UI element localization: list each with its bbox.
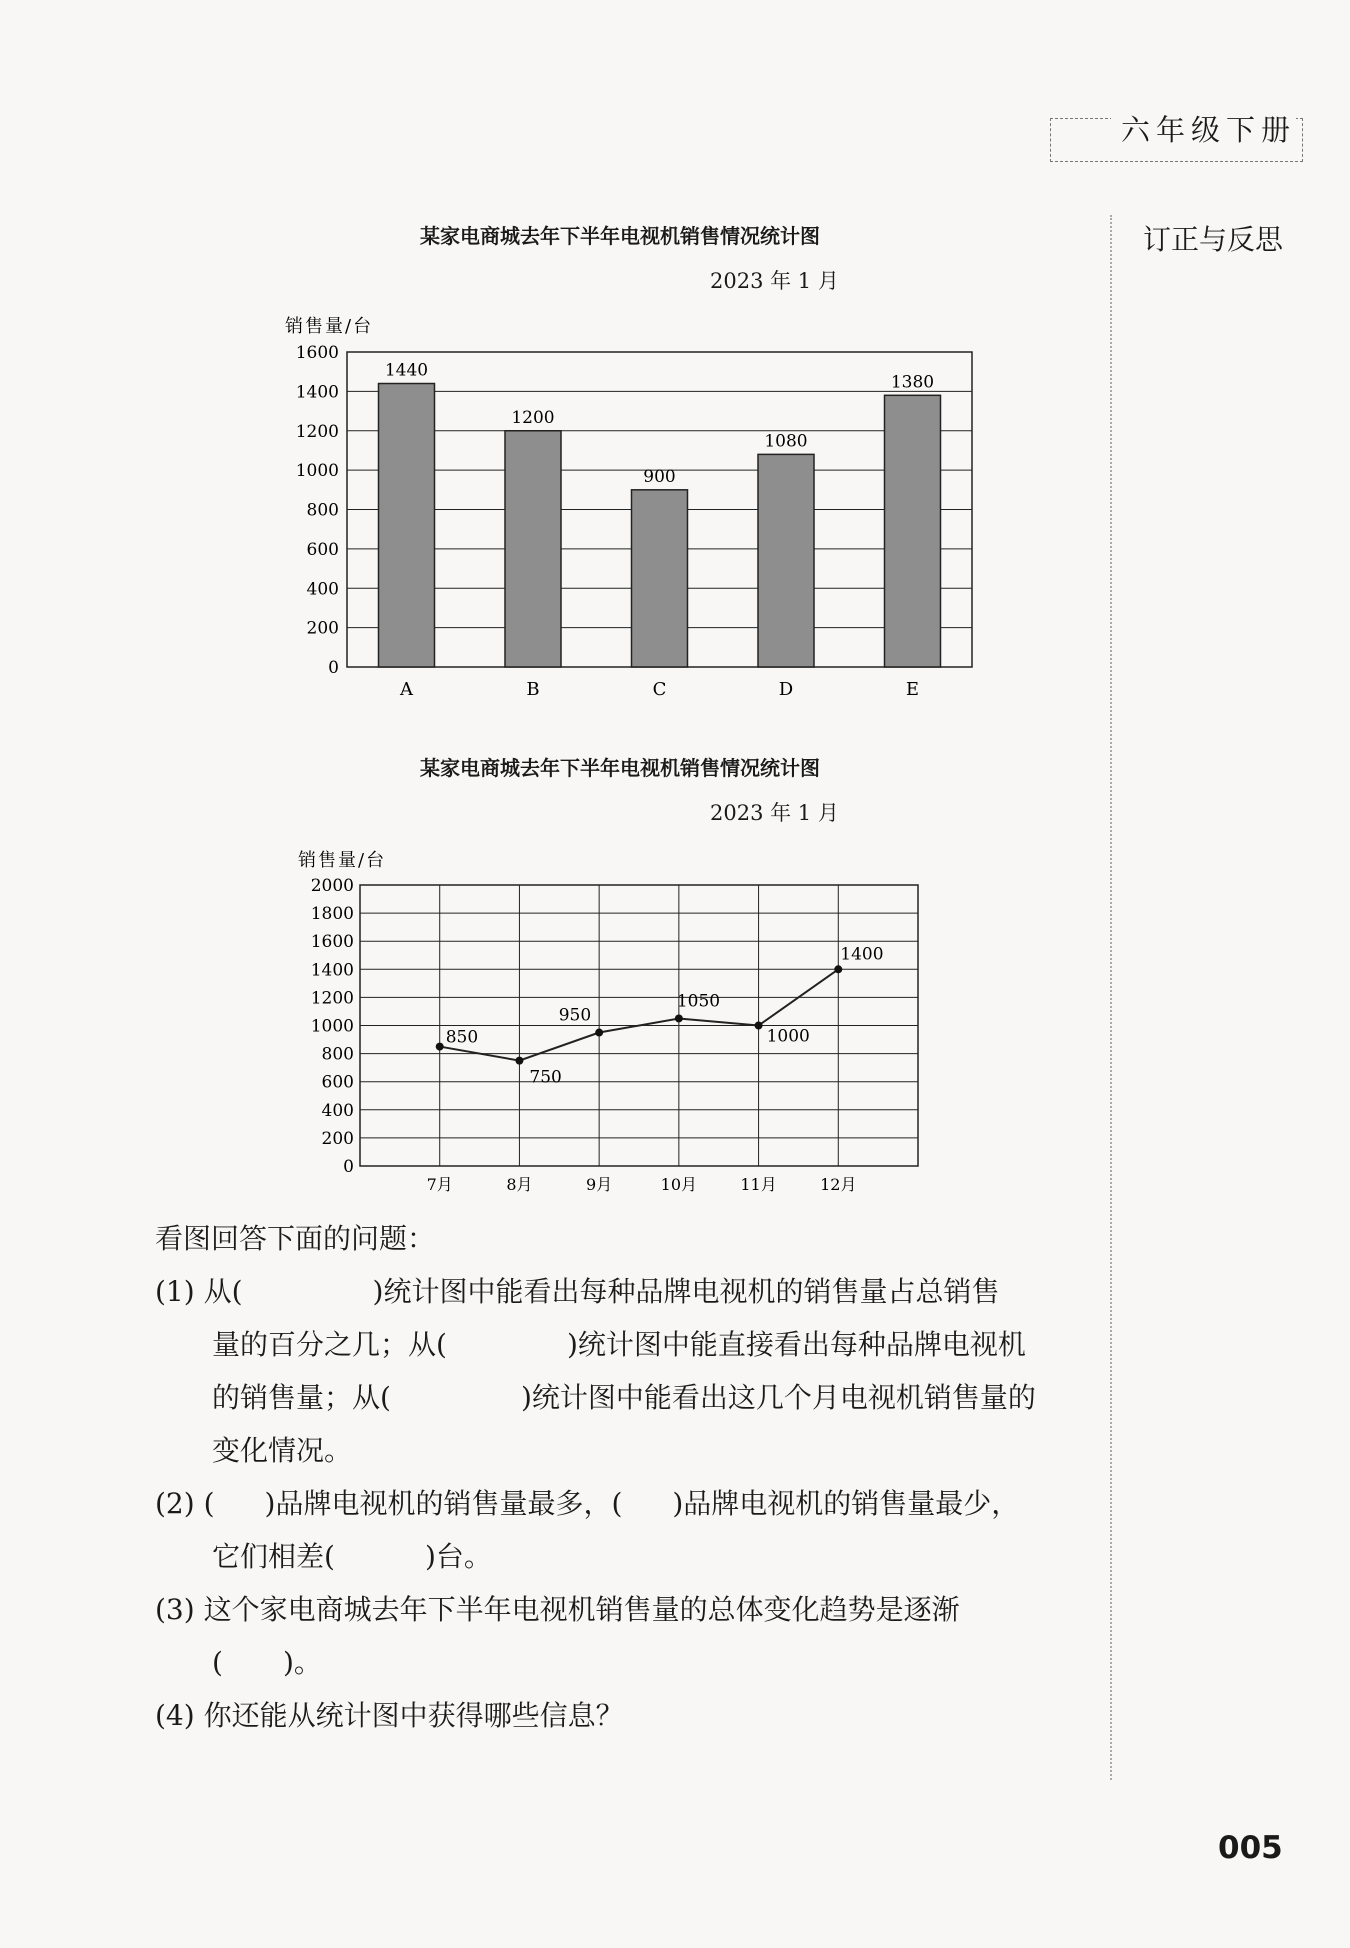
bar-y-tick-label: 1600 [295,343,339,363]
bar-y-tick-label: 1000 [295,461,339,482]
line-y-tick-label: 1800 [310,904,354,925]
bar [632,490,688,667]
question-3-number: (3) [155,1593,195,1626]
line-y-tick-label: 400 [321,1100,354,1121]
bar-y-tick-label: 1400 [295,382,339,403]
bar-x-tick-label: B [526,679,540,700]
questions [155,1212,1090,1742]
bar-value-label: 1380 [890,372,935,393]
question-2-text: 它们相差( [212,1540,335,1573]
line-y-tick-label: 1600 [310,932,354,953]
bar-chart-date: 2023 年 1 月 [710,269,839,293]
question-2-line-2 [155,1530,1090,1583]
line-series [440,969,839,1060]
question-2 [155,1477,1090,1530]
bar-y-tick-label: 0 [328,658,339,678]
bar-y-tick-label: 400 [306,579,339,600]
page-number: 005 [1218,1830,1283,1866]
question-4 [155,1689,1090,1742]
line-y-tick-label: 1400 [310,960,354,981]
line-y-tick-label: 1000 [310,1016,354,1037]
line-y-tick-label: 600 [321,1072,354,1093]
line-chart-date: 2023 年 1 月 [710,801,839,825]
line-x-tick-label: 12月 [820,1175,857,1194]
line-value-label: 1400 [840,944,884,965]
question-3-text: ( [212,1646,223,1679]
bar [758,454,814,667]
line-point [515,1057,523,1065]
question-3 [155,1583,1090,1636]
bar [379,384,435,668]
question-1-line-2 [155,1318,1090,1371]
question-1-number: (1) [155,1275,195,1308]
line-value-label: 1000 [766,1026,810,1047]
grade-label: 六年级下册 [1111,108,1296,149]
line-point [675,1014,683,1022]
question-2-number: (2) [155,1487,195,1520]
line-x-tick-label: 8月 [506,1175,533,1194]
question-2-text: )品牌电视机的销售量最少， [672,1487,1020,1520]
bar-y-tick-label: 200 [306,618,339,639]
line-y-tick-label: 0 [343,1157,354,1177]
question-4-text: 你还能从统计图中获得哪些信息？ [203,1699,624,1732]
line-value-label: 750 [529,1067,562,1088]
line-y-tick-label: 200 [321,1128,354,1149]
question-1 [155,1265,1090,1318]
line-x-tick-label: 10月 [660,1175,698,1194]
question-2-text: )台。 [424,1540,492,1573]
line-value-label: 1050 [676,991,721,1012]
line-x-tick-label: 7月 [426,1175,453,1194]
question-3-text: )。 [282,1646,322,1679]
line-x-tick-label: 11月 [740,1175,777,1194]
question-1-text: 的销售量；从( [212,1381,391,1414]
question-1-text: 量的百分之几；从( [212,1328,447,1361]
question-4-number: (4) [155,1699,195,1732]
bar-x-tick-label: E [905,679,920,700]
question-1-text: )统计图中能看出这几个月电视机销售量的 [520,1381,1036,1414]
sidebar-title: 订正与反思 [1143,223,1284,256]
question-3-line-2 [155,1636,1090,1689]
question-1-text: 从( [203,1275,243,1308]
line-value-label: 950 [558,1005,592,1026]
line-y-axis-label: 销售量/台 [298,850,387,871]
question-1-line-4: 变化情况。 [212,1434,353,1467]
bar-value-label: 1080 [764,431,808,452]
bar-chart-title: 某家电商城去年下半年电视机销售情况统计图 [420,224,820,248]
question-2-text: ( [203,1487,215,1520]
line-point [755,1022,763,1030]
line-point [834,965,842,973]
bar [885,395,941,667]
line-y-tick-label: 2000 [310,876,354,896]
bar-value-label: 1200 [511,407,555,428]
bar-y-tick-label: 800 [306,500,339,521]
line-chart-title: 某家电商城去年下半年电视机销售情况统计图 [420,756,820,780]
question-1-text: )统计图中能直接看出每种品牌电视机 [566,1328,1026,1361]
questions-intro: 看图回答下面的问题： [155,1222,436,1255]
line-value-label: 850 [445,1027,479,1048]
question-1-line-3 [155,1371,1090,1424]
bar-value-label: 900 [643,466,676,487]
bar-y-tick-label: 1200 [295,421,339,442]
bar-x-tick-label: A [400,679,413,700]
question-3-text: 这个家电商城去年下半年电视机销售量的总体变化趋势是逐渐 [203,1593,960,1626]
line-x-tick-label: 9月 [586,1175,613,1194]
bar-value-label: 1440 [384,360,429,381]
bar [505,431,561,667]
line-point [595,1029,603,1037]
bar-y-tick-label: 600 [306,539,339,560]
bar-x-tick-label: C [652,679,667,700]
line-y-tick-label: 1200 [310,988,354,1009]
line-y-tick-label: 800 [321,1044,354,1065]
bar-y-axis-label: 销售量/台 [285,316,374,337]
line-point [436,1043,444,1051]
bar-x-tick-label: D [778,679,794,700]
question-1-text: )统计图中能看出每种品牌电视机的销售量占总销售 [372,1275,1000,1308]
question-2-text: )品牌电视机的销售量最多，( [264,1487,623,1520]
